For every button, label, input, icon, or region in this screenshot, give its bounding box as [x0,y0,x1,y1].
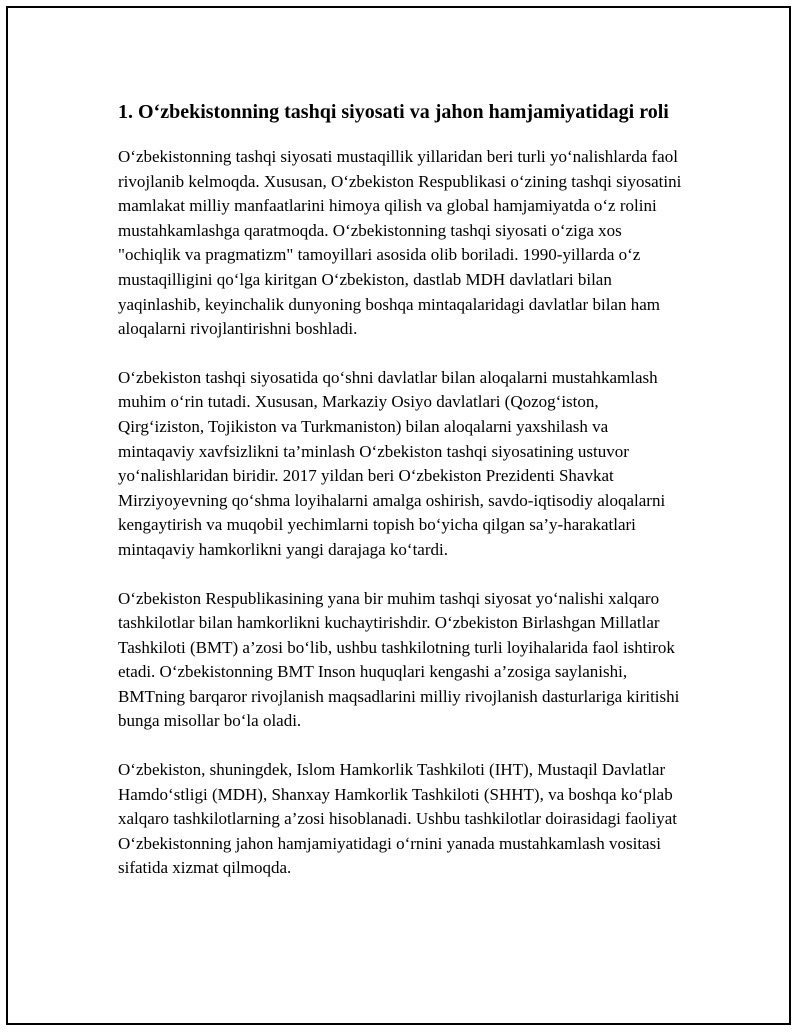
document-body [118,98,688,905]
paragraph-neighbor-relations: O‘zbekiston tashqi siyosatida qo‘shni davlatlar bilan aloqalarni mustahkamlash muhim o‘rin tutadi. Xususan, Markaziy Osiyo davlatlari (Qozog‘iston, Qirg‘iziston, Tojikiston va Turkmaniston) bilan aloqalarni yaxshilash va mintaqaviy xavfsizlikni ta’minlash O‘zbekiston tashqi siyosatining ustuvor yo‘nalishlaridan biridir. 2017 yildan beri O‘zbekiston Prezidenti Shavkat Mirziyoyevning qo‘shma loyihalarni amalga oshirish, savdo-iqtisodiy aloqalarni kengaytirish va muqobil yechimlarni topish bo‘yicha qilgan sa’y-harakatlari mintaqaviy hamkorlikni yangi darajaga ko‘tardi. [118,367,666,559]
document-page [6,6,791,1025]
paragraph-memberships: O‘zbekiston, shuningdek, Islom Hamkorlik Tashkiloti (IHT), Mustaqil Davlatlar Hamdo‘stligi (MDH), Shanxay Hamkorlik Tashkiloti (SHHT), va boshqa ko‘plab xalqaro tashkilotlarning a’zosi hisoblanadi. Ushbu tashkilotlar doirasidagi faoliyat O‘zbekistonning jahon hamjamiyatidagi o‘rnini yanada mustahkamlash vositasi sifatida xizmat qilmoqda. [118,760,677,878]
section-heading: 1. O‘zbekistonning tashqi siyosati va jahon hamjamiyatidagi roli [118,101,669,123]
paragraph-foreign-policy-overview: O‘zbekistonning tashqi siyosati mustaqillik yillaridan beri turli yo‘nalishlarda faol rivojlanib kelmoqda. Xususan, O‘zbekiston Respublikasi o‘zining tashqi siyosatini mamlakat milliy manfaatlarini himoya qilish va global hamjamiyatda o‘z rolini mustahkamlashga qaratmoqda. O‘zbekistonning tashqi siyosati o‘ziga xos "ochiqlik va pragmatizm" tamoyillari asosida olib boriladi. 1990-yillarda o‘z mustaqilligini qo‘lga kiritgan O‘zbekiston, dastlab MDH davlatlari bilan yaqinlashib, keyinchalik dunyoning boshqa mintaqalaridagi davlatlar bilan ham aloqalarni rivojlantirishni boshladi. [118,147,682,339]
paragraph-international-organizations: O‘zbekiston Respublikasining yana bir muhim tashqi siyosat yo‘nalishi xalqaro tashkilotlar bilan hamkorlikni kuchaytirishdir. O‘zbekiston Birlashgan Millatlar Tashkiloti (BMT) a’zosi bo‘lib, ushbu tashkilotning turli loyihalarida faol ishtirok etadi. O‘zbekistonning BMT Inson huquqlari kengashi a’zosiga saylanishi, BMTning barqaror rivojlanish maqsadlarini milliy rivojlanish dasturlariga kiritishi bunga misollar bo‘la oladi. [118,588,680,731]
